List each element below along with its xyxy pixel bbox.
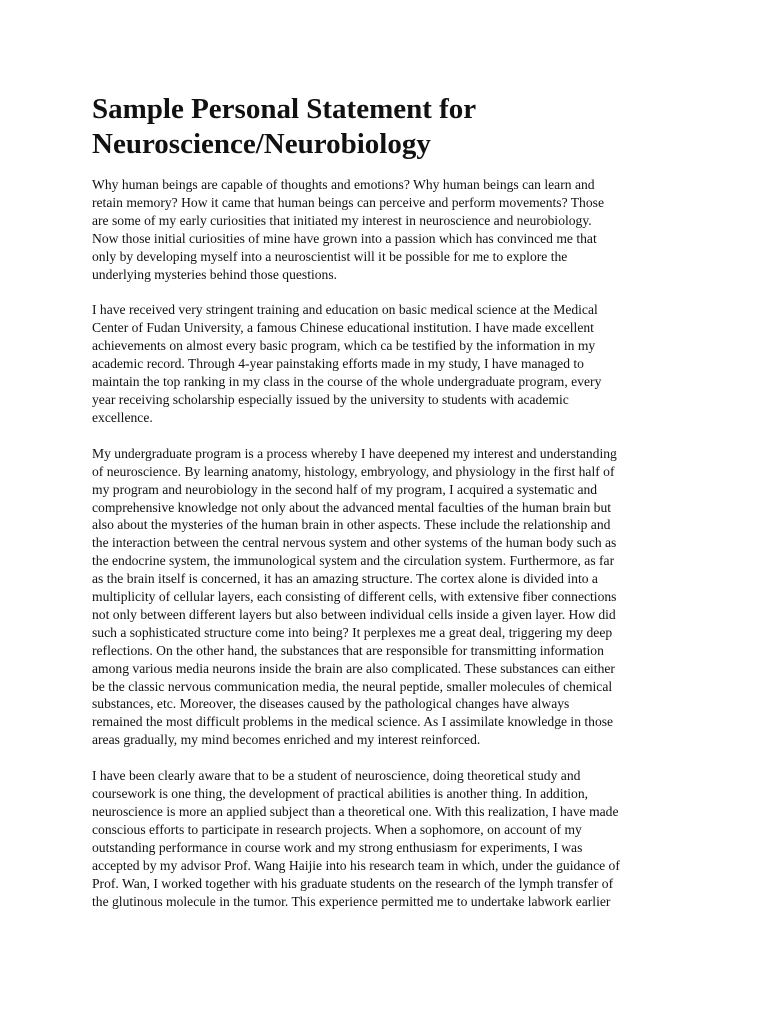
text-line: of neuroscience. By learning anatomy, histology, embryology, and physiology in the first half of [92,463,615,479]
text-line: I have been clearly aware that to be a student of neuroscience, doing theoretical study and [92,768,581,784]
paragraph-4 [92,767,682,910]
text-line: areas gradually, my mind becomes enriched and my interest reinforced. [92,732,481,748]
text-line: my program and neurobiology in the second half of my program, I acquired a systematic and [92,481,598,497]
text-line: year receiving scholarship especially issued by the university to students with academic [92,391,569,407]
text-line: achievements on almost every basic program, which ca be testified by the information in my [92,338,596,354]
text-line: multiplicity of cellular layers, each consisting of different cells, with extensive fiber connections [92,589,617,605]
text-line: the endocrine system, the immunological system and the circulation system. Furthermore, as far [92,553,615,569]
text-line: as the brain itself is concerned, it has an amazing structure. The cortex alone is divided into a [92,571,598,587]
text-line: underlying mysteries behind those questions. [92,266,338,282]
text-line: My undergraduate program is a process whereby I have deepened my interest and understanding [92,445,617,461]
title-line-2: Neuroscience/Neurobiology [92,128,431,160]
paragraph-3 [92,445,682,749]
text-line: Center of Fudan University, a famous Chinese educational institution. I have made excellent [92,320,594,336]
text-line: comprehensive knowledge not only about the advanced mental faculties of the human brain but [92,499,612,515]
page-title [92,92,682,162]
text-line: conscious efforts to participate in research projects. When a sophomore, on account of my [92,821,582,837]
text-line: excellence. [92,409,153,425]
text-line: only by developing myself into a neuroscientist will it be possible for me to explore the [92,248,568,264]
text-line: coursework is one thing, the development of practical abilities is another thing. In addition, [92,786,589,802]
text-line: neuroscience is more an applied subject than a theoretical one. With this realization, I have made [92,804,619,819]
paragraph-1 [92,176,682,283]
text-line: such a sophisticated structure come into being? It perplexes me a great deal, triggering my deep [92,624,613,640]
text-line: retain memory? How it came that human beings can perceive and perform movements? Those [92,194,604,210]
title-line-1: Sample Personal Statement for [92,93,477,125]
text-line: substances, etc. Moreover, the diseases caused by the pathological changes have always [92,696,570,712]
paragraph-2 [92,301,682,426]
text-line: among various media neurons inside the brain are also complicated. These substances can either [92,660,615,676]
text-line: reflections. On the other hand, the substances that are responsible for transmitting information [92,642,604,658]
text-line: Now those initial curiosities of mine have grown into a passion which has convinced me that [92,230,597,246]
text-line: outstanding performance in course work and my strong enthusiasm for experiments, I was [92,839,583,855]
document-page [92,92,682,928]
text-line: Why human beings are capable of thoughts and emotions? Why human beings can learn and [92,177,595,192]
text-line: maintain the top ranking in my class in the course of the whole undergraduate program, every [92,374,602,390]
text-line: are some of my early curiosities that initiated my interest in neuroscience and neurobiology. [92,212,592,228]
text-line: not only between different layers but also between individual cells inside a given layer. How did [92,606,616,622]
text-line: accepted by my advisor Prof. Wang Haijie into his research team in which, under the guidance of [92,857,620,873]
text-line: the interaction between the central nervous system and other systems of the human body such as [92,535,617,551]
text-line: also about the mysteries of the human brain in other aspects. These include the relationship and [92,517,611,533]
text-line: be the classic nervous communication media, the neural peptide, smaller molecules of chemical [92,678,613,694]
text-line: academic record. Through 4-year painstaking efforts made in my study, I have managed to [92,356,584,372]
text-line: the glutinous molecule in the tumor. This experience permitted me to undertake labwork earlier [92,893,611,909]
text-line: remained the most difficult problems in the medical science. As I assimilate knowledge in those [92,714,614,730]
text-line: Prof. Wan, I worked together with his graduate students on the research of the lymph transfer of [92,875,614,891]
text-line: I have received very stringent training and education on basic medical science at the Medical [92,302,598,318]
